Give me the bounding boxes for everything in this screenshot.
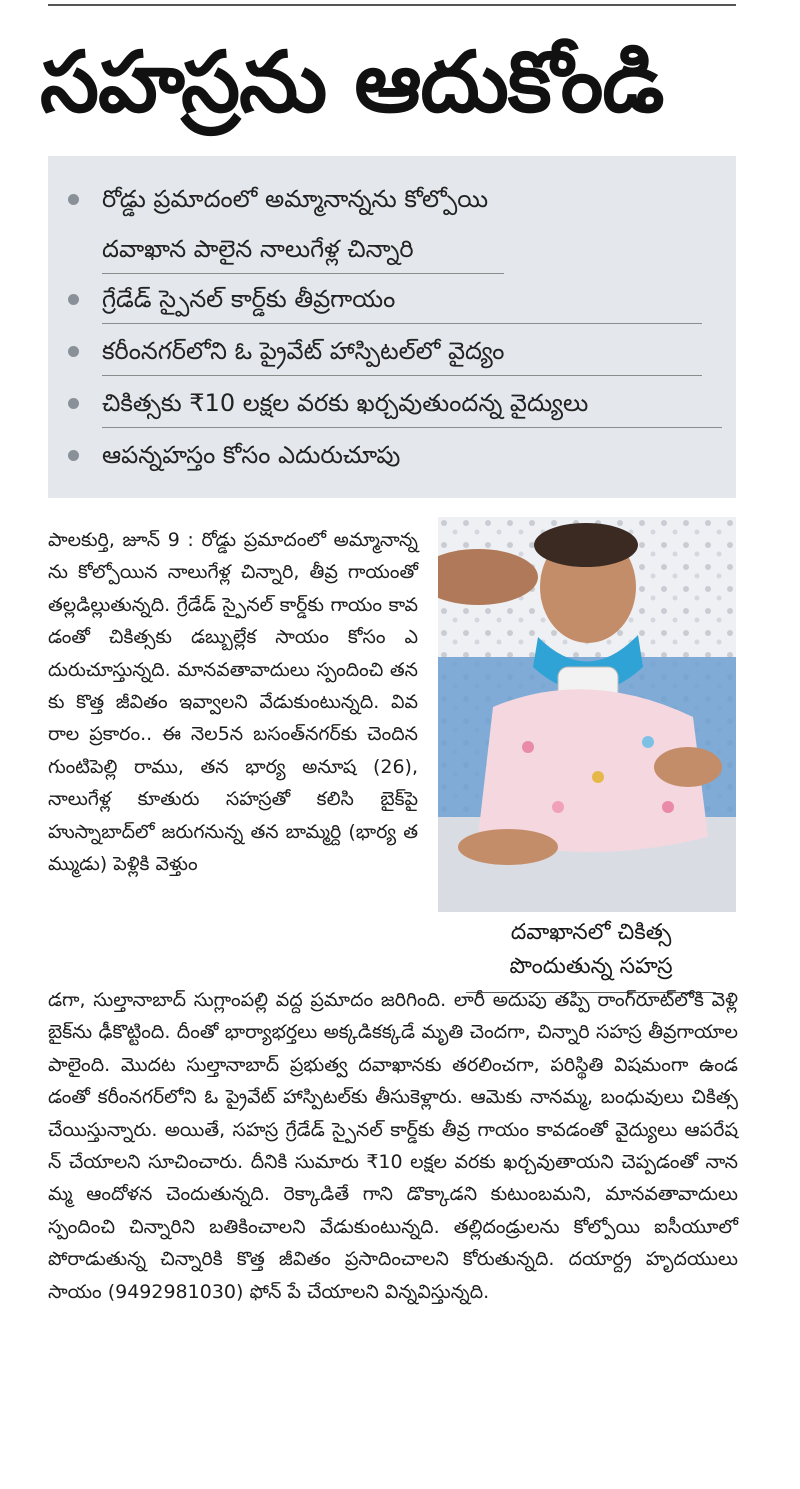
news-photo — [438, 517, 736, 912]
highlight-text: చికిత్సకు ₹10 లక్షల వరకు ఖర్చవుతుందన్న వైద్యులు — [102, 389, 589, 417]
article-body-top: పాలకుర్తి, జూన్ 9 : రోడ్డు ప్రమాదంలో అమ్మానాన్నను కోల్పోయిన నాలుగేళ్ల చిన్నారి, తీవ్ర గాయంతో తల్లడిల్లుతున్నది. గ్రేడేడ్ స్పైనల్ కార్డ్‌కు గాయం కావడంతో చికిత్సకు డబ్బుల్లేక సాయం కోసం ఎదురుచూస్తున్నది. మానవతావాదులు స్పందించి తనకు కొత్త జీవితం ఇవ్వాలని వేడుకుంటున్నది. వివరాల ప్రకారం.. ఈ నెల5న బసంత్‌నగర్‌కు చెందిన గుంటిపెల్లి రాము, తన భార్య అనూష (26), నాలుగేళ్ల కూతురు సహస్రతో కలిసి బైక్‌పై హుస్నాబాద్‌లో జరుగనున్న తన బామ్మర్ది (భార్య తమ్ముడు) పెళ్లికి వెళ్తుం — [48, 529, 418, 876]
highlight-underline — [102, 323, 702, 324]
highlight-item — [62, 274, 718, 324]
photo-caption: దవాఖానలో చికిత్స పొందుతున్న సహస్ర — [509, 920, 673, 979]
highlight-item — [62, 326, 718, 376]
highlight-text: ఆపన్నహస్తం కోసం ఎదురుచూపు — [102, 441, 401, 469]
highlight-underline — [102, 427, 722, 428]
headline: సహస్రను ఆదుకోండి — [40, 33, 664, 131]
bullet-icon — [68, 346, 79, 357]
child-in-hospital-photo — [438, 517, 736, 912]
highlight-item — [62, 430, 718, 480]
top-rule — [48, 4, 736, 6]
bullet-icon — [68, 450, 79, 461]
highlight-underline — [102, 375, 702, 376]
highlight-text: కరీంనగర్‌లోని ఓ ప్రైవేట్ హాస్పిటల్‌లో వైద్యం — [102, 337, 505, 365]
bullet-icon — [68, 194, 79, 205]
highlight-item — [62, 174, 718, 274]
highlight-text: రోడ్డు ప్రమాదంలో అమ్మానాన్నను కోల్పోయి దవాఖాన పాలైన నాలుగేళ్ల చిన్నారి — [102, 185, 489, 263]
highlight-item — [62, 378, 718, 428]
bullet-icon — [68, 398, 79, 409]
highlight-text: గ్రేడేడ్ స్పైనల్ కార్డ్‌కు తీవ్రగాయం — [102, 285, 396, 313]
highlights-box — [48, 156, 736, 498]
article-body-bottom: డగా, సుల్తానాబాద్ సుగ్లాంపల్లి వద్ద ప్రమాదం జరిగింది. లారీ అదుపు తప్పి రాంగ్‌రూట్‌లోకి వెళ్లి బైక్‌ను ఢీకొట్టింది. దీంతో భార్యాభర్తలు అక్కడికక్కడే మృతి చెందగా, చిన్నారి సహస్ర తీవ్రగాయాలపాలైంది. మొదట సుల్తానాబాద్ ప్రభుత్వ దవాఖానకు తరలించగా, పరిస్థితి విషమంగా ఉండడంతో కరీంనగర్‌లోని ఓ ప్రైవేట్ హాస్పిటల్‌కు తీసుకెళ్లారు. ఆమెకు నానమ్మ, బంధువులు చికిత్స చేయిస్తున్నారు. అయితే, సహస్ర గ్రేడేడ్ స్పైనల్ కార్డ్‌కు తీవ్ర గాయం కావడంతో వైద్యులు ఆపరేషన్ చేయాలని సూచించారు. దీనికి సుమారు ₹10 లక్షల వరకు ఖర్చవుతాయని చెప్పడంతో నానమ్మ ఆందోళన చెందుతున్నది. రెక్కాడితే గాని డొక్కాడని కుటుంబమని, మానవతావాదులు స్పందించి చిన్నారిని బతికించాలని వేడుకుంటున్నది. తల్లిదండ్రులను కోల్పోయి ఐసీయూలో పోరాడుతున్న చిన్నారికి కొత్త జీవితం ప్రసాదించాలని కోరుతున్నది. దయార్ద్ర హృదయులు సాయం (9492981030) ఫోన్ పే చేయాలని విన్నవిస్తున్నది. — [48, 989, 738, 1303]
bullet-icon — [68, 294, 79, 305]
